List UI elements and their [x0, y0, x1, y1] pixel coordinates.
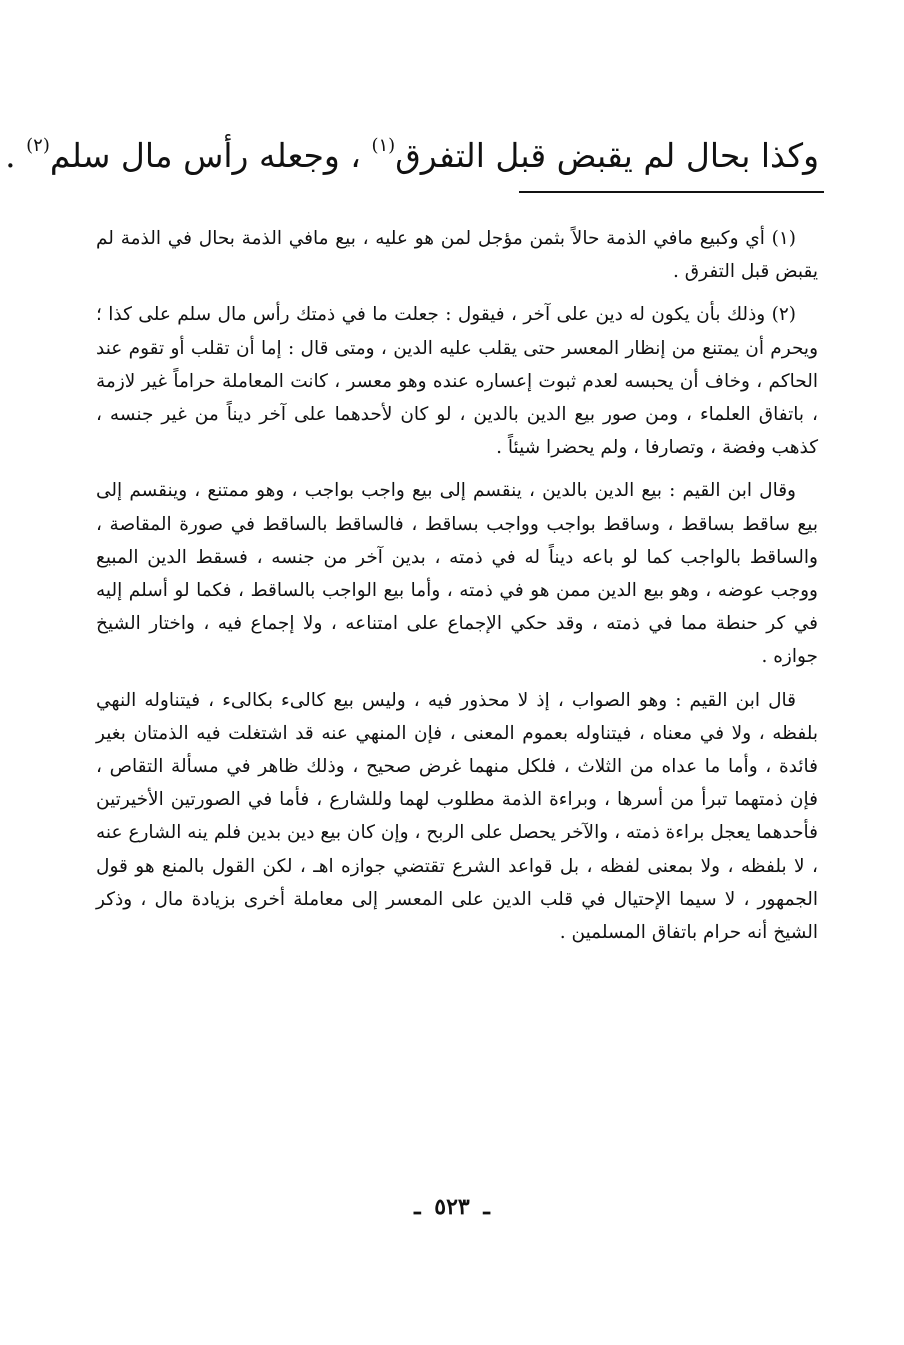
main-text-line: [5, 118, 819, 184]
footnote-divider: [519, 191, 824, 193]
main-text-end: .: [5, 136, 16, 175]
page-number-dash-right: ـ: [483, 1194, 490, 1220]
footnote-ref-2: (٢): [26, 135, 50, 156]
footnote-paragraph-ibn-qayyim-2: قال ابن القيم : وهو الصواب ، إذ لا محذور فيه ، وليس بيع كالىء بكالىء ، فيتناوله النهي بلفظه ، ولا في معناه ، فيتناوله بعموم المعنى ، فإن المنهي عنه قد اشتغلت فيه الذمتان بغير فائدة ، وأما ما عداه من الثلاث ، فلكل منهما غرض صحيح ، وذلك ظاهر في مسألة التقاص ، فإن ذمتهما تبرأ من أسرها ، وبراءة الذمة مطلوب لهما وللشارع ، فأما في الصورتين الأخيرتين فأحدهما يعجل براءة ذمته ، والآخر يحصل على الربح ، وإن كان بيع دين بدين فلم ينه الشارع عنه ، لا بلفظه ، ولا بمعنى لفظه ، بل قواعد الشرع تقتضي جوازه اهـ ، لكن القول بالمنع هو قول الجمهور ، لا سيما الإحتيال في قلب الدين على المعسر إلى معاملة أخرى بزيادة مال ، وذكر الشيخ أنه حرام باتفاق المسلمين .: [96, 689, 818, 944]
footnote-1: (١) أي وكبيع مافي الذمة حالاً بثمن مؤجل لمن هو عليه ، بيع مافي الذمة بحال في الذمة لم يقبض قبل التفرق .: [96, 228, 818, 283]
footnote-2: (٢) وذلك بأن يكون له دين على آخر ، فيقول : جعلت ما في ذمتك رأس مال سلم على كذا ؛ ويحرم أن يمتنع من إنظار المعسر حتى يقلب عليه الدين ، ومتى قال : إما أن تقلب أو تقوم عند الحاكم ، وخاف أن يحبسه لعدم ثبوت إعساره عنده وهو معسر ، كانت المعاملة حراماً غير لازمة ، باتفاق العلماء ، ومن صور بيع الدين بالدين ، لو كان لأحدهما على آخر ديناً من غير جنسه ، كذهب وفضة ، وتصارفا ، ولم يحضرا شيئاً .: [96, 304, 818, 459]
main-text-part-1: وكذا بحال لم يقبض قبل التفرق: [395, 136, 819, 175]
footnote-paragraph-ibn-qayyim-1: وقال ابن القيم : بيع الدين بالدين ، ينقسم إلى بيع واجب بواجب ، وهو ممتنع ، وينقسم إلى بيع ساقط بساقط ، وساقط بواجب وواجب بساقط ، فالساقط بالساقط في صورة المقاصة ، والساقط بالواجب كما لو باعه ديناً له في ذمته ، بدين آخر من جنسه ، فسقط الدين المبيع ووجب عوضه ، وهو بيع الدين ممن هو في ذمته ، وأما بيع الواجب بالساقط ، فكما لو أسلم إليه في كر حنطة مما في ذمته ، وقد حكي الإجماع على امتناعه ، ولا إجماع فيه ، واختار الشيخ جوازه .: [96, 480, 818, 668]
page-number-value: ٥٢٣: [434, 1194, 470, 1220]
footnotes-section: [96, 222, 818, 959]
page-number: [0, 1194, 904, 1220]
main-text-part-2: ، وجعله رأس مال سلم: [49, 136, 361, 175]
footnote-ref-1: (١): [371, 135, 396, 156]
page-number-dash-left: ـ: [414, 1194, 421, 1220]
